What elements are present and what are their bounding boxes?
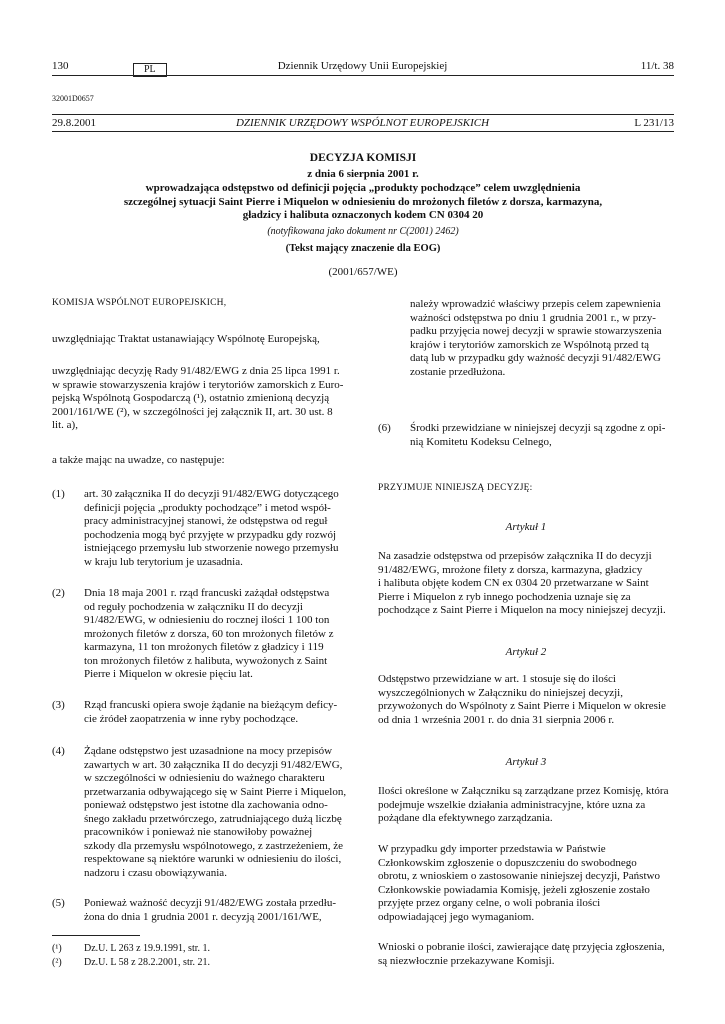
recital-number: (2)	[52, 587, 65, 599]
text-line: uwzględniając decyzję Rady 91/482/EWG z dnia 25 lipca 1991 r.	[52, 365, 340, 377]
text-line: definicji pojęcia „produkty pochodzące” i metod współ-	[84, 501, 331, 514]
text-line: ważności odstępstwa po dniu 1 grudnia 2001 r., w przy-	[410, 311, 656, 324]
text-line: szkody dla przemysłu wspólnotowego, z zastrzeżeniem, że	[84, 839, 344, 852]
recital-4	[84, 745, 348, 880]
text-line: i halibuta objęte kodem CN ex 0304 20 przetwarzane w Saint	[378, 577, 649, 589]
text-line: przywożonych do Wspólnoty z Saint Pierre i Miquelon w okresie	[378, 700, 666, 712]
text-line: Odstępstwo przewidziane w art. 1 stosuje się do ilości	[378, 673, 616, 685]
article-3-paragraph	[378, 941, 674, 968]
text-line: ponieważ odstępstwo jest istotne dla zachowania odno-	[84, 799, 328, 811]
issue-rule-top	[52, 114, 674, 115]
text-line: w sprawie stowarzyszenia krajów i terytoriów zamorskich z Euro-	[52, 378, 344, 391]
recital-5	[84, 897, 348, 924]
text-line: przyjęte przez organy celne, o woli pobrania ilości	[378, 897, 601, 909]
eea-line: (Tekst mający znaczenie dla EOG)	[285, 243, 441, 254]
text-line: Członkowskie powiadamia Komisję, jeżeli zgłoszenie zostało	[378, 883, 650, 896]
issue-journal-name: DZIENNIK URZĘDOWY WSPÓLNOT EUROPEJSKICH	[235, 117, 490, 129]
article-heading: Artykuł 2	[505, 646, 547, 658]
recital-1	[84, 488, 348, 569]
subject-line: gładzicy i halibuta oznaczonych kodem CN 0304 20	[242, 209, 484, 221]
footnote	[52, 956, 211, 969]
text-line: Ilości określone w Załączniku są zarządzane przez Komisję, która	[378, 785, 669, 797]
article-heading: Artykuł 3	[505, 756, 547, 768]
text-line: od reguły pochodzenia w załączniku II do decyzji	[84, 600, 303, 613]
subject-line: szczególnej sytuacji Saint Pierre i Miquelon w odniesieniu do mrożonych filetów z dorsza, karmazyna,	[123, 195, 603, 208]
footnote-mark: (²)	[52, 957, 62, 968]
journal-name: Dziennik Urzędowy Unii Europejskiej	[277, 60, 448, 72]
text-line: Pierre i Miquelon w okresie pięciu lat.	[84, 668, 253, 680]
recital-3	[84, 699, 348, 726]
text-line: 2001/161/WE (²), w szczególności jej załącznik II, art. 30 ust. 8	[52, 405, 333, 418]
article-3-paragraph	[378, 843, 674, 924]
header-rule	[52, 75, 674, 76]
article-2-text	[378, 673, 674, 727]
having-regard-treaty: uwzględniając Traktat ustanawiający Wspólnotę Europejską,	[52, 333, 320, 345]
text-line: zawartych w art. 30 załącznika II do decyzji 91/482/EWG,	[84, 758, 343, 771]
footnote-separator	[52, 935, 140, 936]
text-line: Dnia 18 maja 2001 r. rząd francuski zażądał odstępstwa	[84, 587, 330, 599]
text-line: obrotu, z wnioskiem o zastosowanie niniejszej decyzji, Państwo	[378, 870, 660, 882]
text-line: padku przyjęcia nowej decyzji w sprawie stowarzyszenia	[410, 325, 662, 337]
volume: 11/t. 38	[640, 60, 674, 72]
text-line: art. 30 załącznika II do decyzji 91/482/EWG dotyczącego	[84, 488, 339, 500]
article-1-text	[378, 550, 674, 618]
text-line: mrożonych filetów z dorsza, 60 ton mrożonych filetów z	[84, 627, 334, 640]
text-line: nadzoru i czasu obowiązywania.	[84, 866, 227, 879]
text-line: należy wprowadzić właściwy przepis celem zapewnienia	[410, 298, 661, 310]
text-line: odpowiadającej jego wymaganiom.	[378, 910, 535, 923]
notified-line: (notyfikowana jako dokument nr C(2001) 2462)	[267, 226, 459, 237]
article-heading: Artykuł 1	[505, 521, 547, 533]
text-line: Na zasadzie odstępstwa od przepisów załącznika II do decyzji	[378, 550, 652, 562]
decision-title: DECYZJA KOMISJI	[309, 152, 417, 164]
text-line: przetwarzania odbywającego się w Saint Pierre i Miquelon,	[84, 785, 347, 798]
text-line: lit. a),	[52, 419, 78, 431]
recital-2	[84, 587, 348, 682]
decision-subject	[52, 182, 674, 223]
recital-number: (1)	[52, 488, 65, 500]
text-line: podejmuje wszelkie działania administracyjne, które uzna za	[378, 798, 646, 811]
text-line: Środki przewidziane w niniejszej decyzji są zgodne z opi-	[410, 422, 666, 434]
text-line: śnego zakładu przetwórczego, zatrudniającego dużą liczbę	[84, 812, 342, 825]
recital-number: (6)	[378, 422, 391, 434]
text-line: w kraju lub terytorium je uzasadnia.	[84, 555, 243, 568]
text-line: Wnioski o pobranie ilości, zawierające datę przyjęcia zgłoszenia,	[378, 941, 665, 953]
recital-5-continued	[410, 298, 674, 379]
commission-line: KOMISJA WSPÓLNOT EUROPEJSKICH,	[52, 298, 227, 308]
footnote-mark: (¹)	[52, 943, 62, 954]
text-line: Pierre i Miquelon z ryb innego pochodzenia uznaje się za	[378, 590, 631, 603]
text-line: nią Komitetu Kodeksu Celnego,	[410, 435, 552, 448]
subject-line: wprowadzająca odstępstwo od definicji pojęcia „produkty pochodzące” celem uwzględnienia	[145, 182, 581, 194]
text-line: pracowników i ponieważ nie stanowiłoby poważnej	[84, 826, 313, 838]
text-line: krajów i terytoriów zamorskich ze Wspólnotą przed tą	[410, 338, 649, 351]
footnote-text: Dz.U. L 58 z 28.2.2001, str. 21.	[84, 957, 211, 968]
text-line: od dnia 1 września 2001 r. do dnia 31 sierpnia 2006 r.	[378, 713, 615, 726]
text-line: respektowane są niektóre warunki w odniesieniu do ilości,	[84, 853, 342, 865]
text-line: pożądane dla efektywnego zarządzania.	[378, 812, 553, 824]
text-line: pochodzące z Saint Pierre i Miquelon na mocy niniejszej decyzji.	[378, 604, 666, 616]
article-3-paragraph	[378, 785, 674, 826]
text-line: cie źródeł zaopatrzenia w inne ryby pochodzące.	[84, 712, 299, 725]
issue-reference: L 231/13	[634, 117, 674, 129]
recital-number: (4)	[52, 745, 65, 757]
recital-6	[410, 422, 674, 449]
whereas-line: a także mając na uwadze, co następuje:	[52, 454, 225, 466]
text-line: pracy administracyjnej stanowi, że odstępstwa od reguł	[84, 515, 328, 527]
text-line: pochodzenia mogą być przyjęte w przypadku gdy rozwój	[84, 528, 336, 541]
text-line: ton mrożonych filetów z halibuta, wywożonych z Saint	[84, 654, 328, 667]
recital-number: (5)	[52, 897, 65, 909]
issue-rule-bottom	[52, 131, 674, 132]
text-line: W przypadku gdy importer przedstawia w Państwie	[378, 843, 606, 855]
decision-date: z dnia 6 sierpnia 2001 r.	[307, 168, 419, 180]
text-line: żona do dnia 1 grudnia 2001 r. decyzją 2001/161/WE,	[84, 910, 322, 923]
document-id: 32001D0657	[52, 94, 94, 103]
text-line: 91/482/EWG, w odniesieniu do rocznej ilości 1 100 ton	[84, 614, 330, 626]
text-line: Żądane odstępstwo jest uzasadnione na mocy przepisów	[84, 745, 333, 757]
text-line: pejską Wspólnotą Gospodarczą (¹), ostatnio zmienioną decyzją	[52, 392, 330, 404]
text-line: w szczególności w odniesieniu do ważnego charakteru	[84, 772, 325, 784]
footnote-text: Dz.U. L 263 z 19.9.1991, str. 1.	[84, 943, 211, 954]
text-line: Ponieważ ważność decyzji 91/482/EWG została przedłu-	[84, 897, 336, 909]
page-number: 130	[52, 60, 69, 72]
recital-number: (3)	[52, 699, 65, 711]
text-line: wyszczególnionych w Załączniku do niniejszej decyzji,	[378, 686, 623, 699]
text-line: są niezwłocznie przekazywane Komisji.	[378, 954, 555, 967]
text-line: istniejącego przemysłu lub stworzenie nowego przemysłu	[84, 542, 339, 554]
text-line: karmazyna, 11 ton mrożonych filetów z gładzicy i 119	[84, 641, 324, 653]
footnote	[52, 942, 211, 955]
language-code: PL	[133, 63, 167, 77]
text-line: Członkowskim zgłoszenie o dopuszczeniu do swobodnego	[378, 856, 637, 869]
issue-date: 29.8.2001	[52, 117, 96, 129]
text-line: Rząd francuski opiera swoje żądanie na bieżącym deficy-	[84, 699, 338, 711]
adopts-line: PRZYJMUJE NINIEJSZĄ DECYZJĘ:	[378, 483, 533, 493]
having-regard-decision	[52, 365, 348, 433]
text-line: datą lub w przypadku gdy ważność decyzji 91/482/EWG	[410, 352, 661, 364]
decision-number: (2001/657/WE)	[328, 266, 398, 278]
text-line: zostanie przedłużona.	[410, 365, 506, 378]
text-line: 91/482/EWG, mrożone filety z dorsza, karmazyna, gładzicy	[378, 563, 643, 576]
